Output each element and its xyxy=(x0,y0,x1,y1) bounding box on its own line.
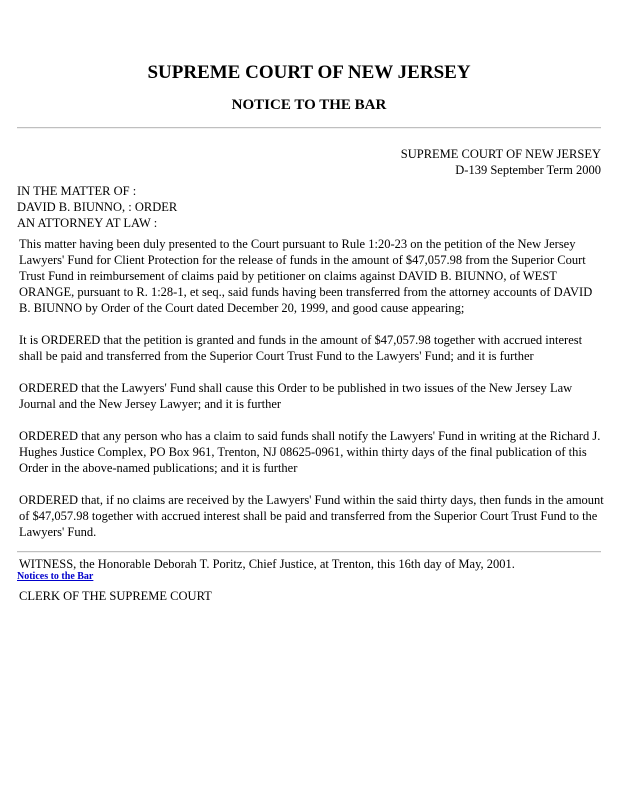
order-body xyxy=(19,236,605,620)
matter-line: AN ATTORNEY AT LAW : xyxy=(17,216,158,230)
case-caption xyxy=(401,146,601,178)
order-paragraph: It is ORDERED that the petition is granted and funds in the amount of $47,057.98 together with accrued interest shall be paid and transferred from the Superior Court Trust Fund to the Lawyers' Fund; and it is further xyxy=(19,333,583,363)
matter-line: DAVID B. BIUNNO, : ORDER xyxy=(17,200,178,214)
order-paragraph: ORDERED that, if no claims are received by the Lawyers' Fund within the said thirty days, then funds in the amount of $47,057.98 together with accrued interest shall be paid and transferred from the Superior Court Trust Fund to the Lawyers' Fund. xyxy=(19,493,604,539)
order-paragraph: ORDERED that any person who has a claim to said funds shall notify the Lawyers' Fund in writing at the Richard J. Hughes Justice Complex, PO Box 961, Trenton, NJ 08625-0961, within thirty days of the final publication of this Order in the above-named publications; and it is further xyxy=(19,429,601,475)
caption-docket: D-139 September Term 2000 xyxy=(455,163,601,177)
page-title: SUPREME COURT OF NEW JERSEY xyxy=(147,62,471,83)
caption-court: SUPREME COURT OF NEW JERSEY xyxy=(400,147,601,161)
top-divider xyxy=(17,127,601,129)
matter-line: IN THE MATTER OF : xyxy=(17,184,137,198)
order-paragraph: This matter having been duly presented to the Court pursuant to Rule 1:20-23 on the petition of the New Jersey Lawyers' Fund for Client Protection for the release of funds in the amount of $47,057.98 from the Superior Court Trust Fund in reimbursement of claims paid by petitioner on claims against DAVID B. BIUNNO, of WEST ORANGE, pursuant to R. 1:28-1, et seq., said funds having been transferred from the attorney accounts of DAVID B. BIUNNO by Order of the Court dated December 20, 1999, and good cause appearing; xyxy=(19,237,593,315)
order-paragraph: ORDERED that the Lawyers' Fund shall cause this Order to be published in two issues of the New Jersey Law Journal and the New Jersey Lawyer; and it is further xyxy=(19,381,573,411)
bottom-divider xyxy=(17,551,601,553)
matter-heading xyxy=(17,183,177,231)
witness-paragraph: WITNESS, the Honorable Deborah T. Poritz, Chief Justice, at Trenton, this 16th day of May, 2001. xyxy=(19,557,515,571)
notices-to-the-bar-link[interactable]: Notices to the Bar xyxy=(17,571,94,582)
clerk-signature: CLERK OF THE SUPREME COURT xyxy=(19,589,212,603)
page-subtitle: NOTICE TO THE BAR xyxy=(231,97,387,113)
